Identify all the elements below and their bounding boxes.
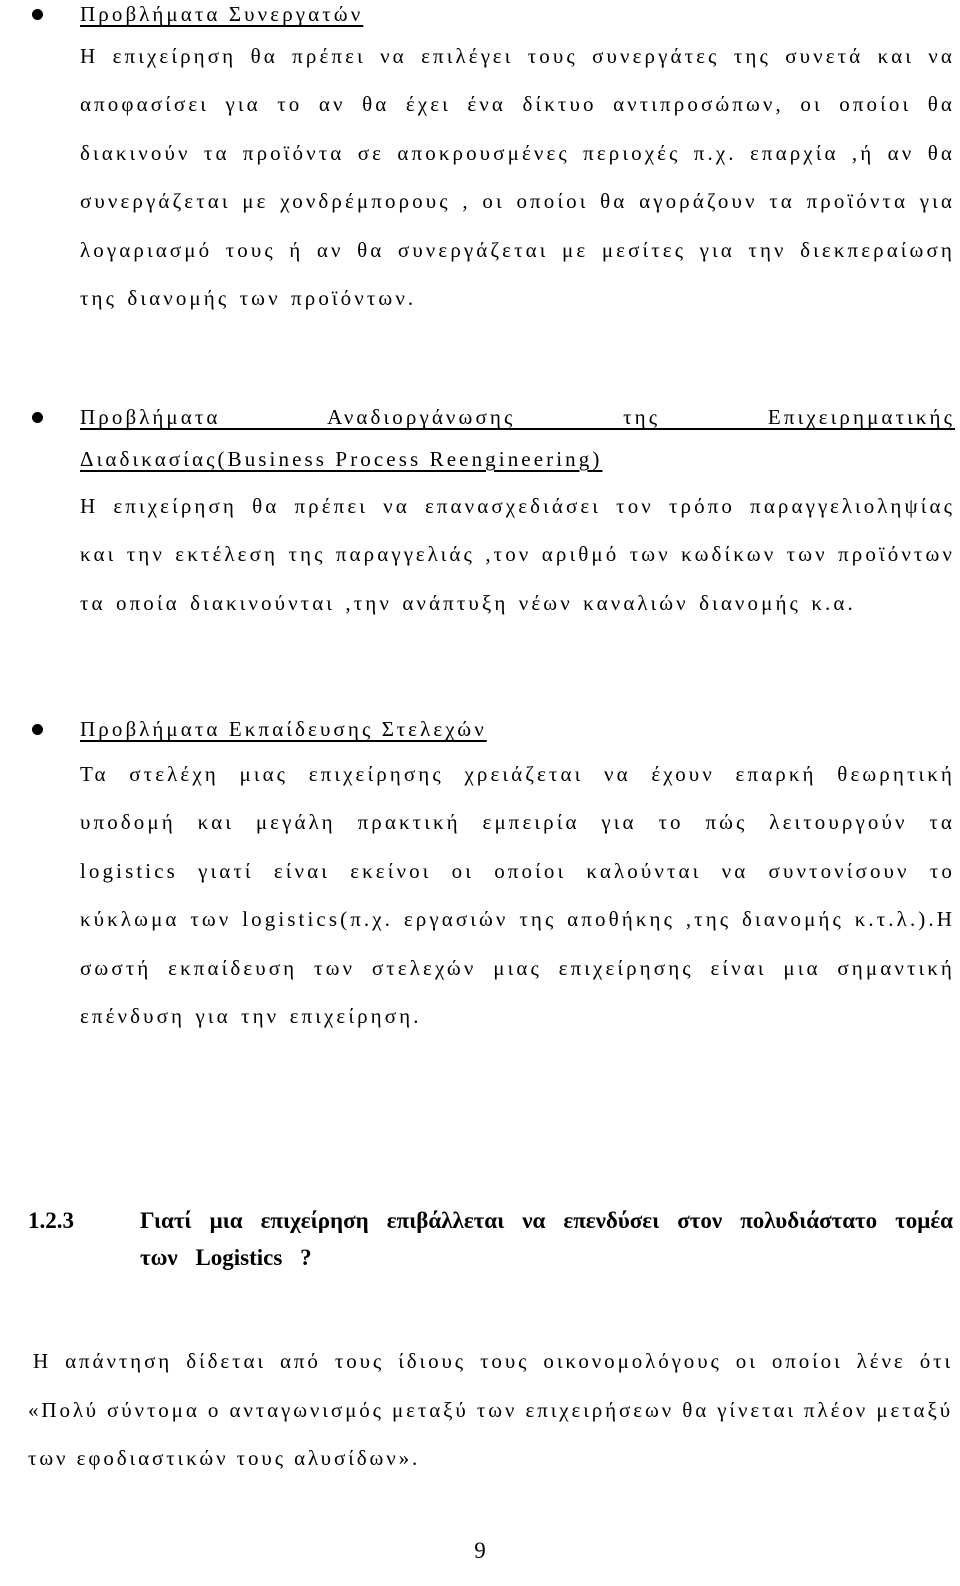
section-title: Γιατί μια επιχείρηση επιβάλλεται να επενδύσει στον πολυδιάστατο τομέα των Logistics ? <box>140 1208 953 1270</box>
bullet-dot-icon <box>32 9 43 20</box>
section-number: 1.2.3 <box>28 1208 74 1233</box>
bullet-heading-reengineering-line1: Προβλήματα Αναδιοργάνωσης της Επιχειρηματικής <box>80 405 955 429</box>
closing-paragraph: Η απάντηση δίδεται από τους ίδιους τους οικονομολόγους οι οποίοι λένε ότι «Πολύ σύντομα ο ανταγωνισμός μεταξύ των επιχειρήσεων θα γίνεται πλέον μεταξύ των εφοδιαστικών τους αλυσίδων». <box>28 1349 953 1470</box>
bullet-heading-partners: Προβλήματα Συνεργατών <box>80 2 364 26</box>
bullet-dot-icon <box>32 412 43 423</box>
bullet-heading-reengineering-line2: Διαδικασίας(Business Process Reengineering) <box>80 447 603 471</box>
bullet-heading-reengineering <box>80 396 955 480</box>
page-number: 9 <box>474 1538 486 1563</box>
bullet-dot-icon <box>32 724 43 735</box>
bullet-body-training: Τα στελέχη μιας επιχείρησης χρειάζεται να έχουν επαρκή θεωρητική υποδομή και μεγάλη πρακτική εμπειρία για το πώς λειτουργούν τα logistics γιατί είναι εκείνοι οι οποίοι καλούνται να συντονίσουν το κύκλωμα των logistics(π.χ. εργασιών της αποθήκης ,της διανομής κ.τ.λ.).Η σωστή εκπαίδευση των στελεχών μιας επιχείρησης είναι μια σημαντική επένδυση για την επιχείρηση. <box>80 762 955 1029</box>
bullet-body-reengineering: Η επιχείρηση θα πρέπει να επανασχεδιάσει τον τρόπο παραγγελιοληψίας και την εκτέλεση της παραγγελιάς ,τον αριθμό των κωδίκων των προϊόντων τα οποία διακινούνται ,την ανάπτυξη νέων καναλιών διανομής κ.α. <box>80 494 955 615</box>
bullet-body-partners: Η επιχείρηση θα πρέπει να επιλέγει τους συνεργάτες της συνετά και να αποφασίσει για το αν θα έχει ένα δίκτυο αντιπροσώπων, οι οποίοι θα διακινούν τα προϊόντα σε αποκρουσμένες περιοχές π.χ. επαρχία ,ή αν θα συνεργάζεται με χονδρέμπορους , οι οποίοι θα αγοράζουν τα προϊόντα για λογαριασμό τους ή αν θα συνεργάζεται με μεσίτες για την διεκπεραίωση της διανομής των προϊόντων. <box>80 44 955 311</box>
bullet-heading-training: Προβλήματα Εκπαίδευσης Στελεχών <box>80 717 487 741</box>
